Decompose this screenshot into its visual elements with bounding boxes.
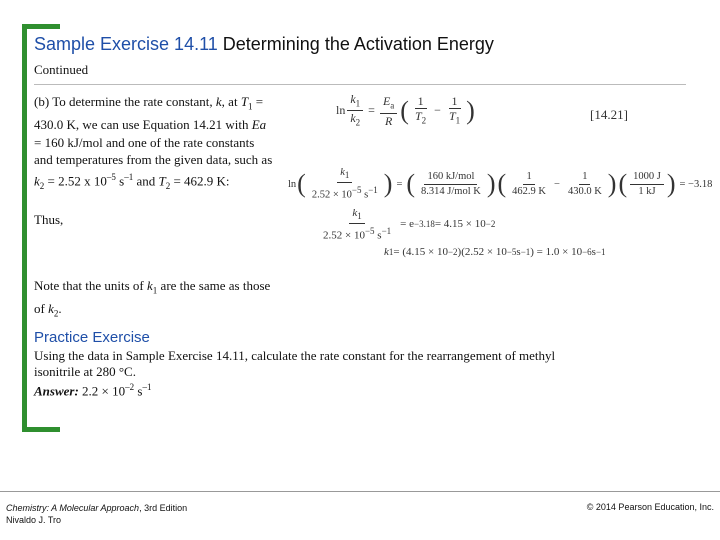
part-b-text [34,93,274,195]
practice-answer [34,382,151,399]
eq3-rhs-exp: −3.18 [414,219,435,230]
continued-label: Continued [34,62,89,77]
eq2-inv-t-a [509,170,549,199]
answer-label: Answer: [34,383,79,399]
equation-result [384,246,606,258]
eq1-one-a: 1 [415,94,427,109]
left-bracket-top [22,24,60,29]
part-b-text7: and [133,172,159,188]
left-bracket-bottom [22,427,60,432]
eq2-ea: 160 kJ/mol [424,170,477,185]
eq2-paren4-close: ) [666,169,676,199]
eq3-den-unit-exp: −1 [381,226,392,237]
eq4-k1: k [384,246,389,258]
eq2-paren2-open: ( [406,169,416,199]
equation-14-21 [336,92,476,130]
part-b-label: (b) [34,94,50,109]
eq2-one-b: 1 [579,170,590,185]
eq1-t1-sub: 1 [455,115,461,126]
eq1-k1: k [350,92,356,106]
eq1-k1-sub: 1 [355,98,361,109]
eq3-den-exp: −5 [364,226,375,237]
eq4-exp5: −1 [595,247,606,257]
part-b-text1: To determine the rate constant, [52,94,216,109]
eq1-ln: ln [336,103,346,118]
part-b-text4: = 160 kJ/mol and one of the rate constants and temperatures from the given data, such as [34,134,273,168]
eq2-inv-t-b [565,170,605,199]
eq4-rhs2: )(2.52 × 10 [457,246,507,258]
eq4-rhs1: = (4.15 × 10 [393,246,448,258]
part-b-text5: = 2.52 x 10 [44,172,107,188]
eq1-k-ratio [347,92,363,130]
left-bracket-bar [22,24,27,432]
eq2-t-a: 462.9 K [512,185,547,197]
eq3-den: 2.52 × 10 [323,229,365,242]
eq2-den: 2.52 × 10 [311,189,352,201]
eq1-one-b: 1 [449,94,461,109]
part-b-t2-sub: 2 [165,180,171,191]
eq1-ea: E [382,94,391,109]
eq2-equals: = [396,178,403,190]
thus-label: Thus, [34,212,64,227]
eq1-inv-t2 [412,94,429,127]
note-k2: k [48,301,54,317]
eq4-rhs4: ) = 1.0 × 10 [530,246,583,258]
eq1-paren-open: ( [400,95,409,125]
part-b-k: k [215,94,222,109]
eq2-ea-over-r [418,170,484,199]
eq2-k1-sub: 1 [344,170,350,181]
part-b-t1-sub: 1 [248,101,253,112]
note-text2: are the same as those of [34,278,271,317]
eq3-rhs2: = 4.15 × 10 [434,218,486,231]
footer-author: Nivaldo J. Tro [6,515,62,525]
eq2-unit-conversion [630,170,664,199]
eq4-rhs5: s [591,246,596,258]
equation-reference: [14.21] [590,107,628,122]
eq3-rhs1: = e [400,218,414,231]
eq1-ea-sub: a [390,100,395,111]
practice-exercise-heading: Practice Exercise [34,329,150,346]
eq2-paren4-open: ( [618,169,628,199]
part-b-text6: s [115,172,125,188]
eq1-equals: = [368,103,375,118]
equation-exponential [318,206,495,243]
eq3-den-unit: s [374,229,382,242]
note-k2-sub: 2 [53,308,59,319]
eq2-den-exp: −5 [351,185,362,196]
slide-title [34,34,494,55]
footer-book-info [6,502,187,526]
eq2-minus: − [554,178,560,190]
eq1-ea-over-r [380,94,397,127]
eq3-rhs2-exp: −2 [485,219,496,230]
footer-copyright: © 2014 Pearson Education, Inc. [586,502,714,512]
eq2-k1: k [340,167,345,178]
eq1-t1: T [448,109,456,124]
note-k1-sub: 1 [152,285,158,296]
eq2-paren1-open: ( [297,169,306,199]
footer-divider [0,491,720,492]
part-b-t1: T [240,94,249,109]
equation-substituted [288,166,715,203]
title-rest: Determining the Activation Energy [222,34,494,54]
eq2-conv-den: 1 kJ [638,185,656,197]
part-b-text2: , at [221,94,238,109]
practice-exercise-text: Using the data in Sample Exercise 14.11, calculate the rate constant for the rearrangement of methyl isonitrile at 280 °C. [34,348,556,379]
note-text1: Note that the units of [34,278,148,293]
eq3-k1: k [352,207,358,219]
eq1-t2-sub: 2 [421,115,427,126]
footer-book-edition: , 3rd Edition [139,503,188,513]
eq4-exp1: −2 [447,247,458,257]
part-b-text3: = 430.0 K, we can use Equation 14.21 with [34,94,264,133]
note-text3: . [58,301,62,317]
part-b-k2-sub: 2 [39,180,45,191]
answer-unit-exp: –1 [142,382,152,392]
answer-value: 2.2 × 10 [78,383,126,399]
eq2-result: = −3.18 [679,178,713,190]
part-b-s-exp: –1 [124,171,134,182]
eq1-r: R [384,113,393,128]
eq2-paren1-close: ) [383,169,393,199]
header-divider [34,84,686,85]
eq1-paren-close: ) [466,95,475,125]
answer-unit: s [134,383,143,399]
title-lead: Sample Exercise 14.11 [34,34,218,54]
eq3-k-ratio [320,206,394,243]
eq4-exp3: −1 [520,247,531,257]
eq4-rhs3: s [516,246,521,258]
eq2-ln: ln [288,178,297,190]
part-b-k2: k [34,172,40,188]
eq2-t-b: 430.0 K [567,185,602,197]
eq2-one-a: 1 [523,170,534,185]
footer-book-title: Chemistry: A Molecular Approach [6,503,140,513]
eq3-k1-sub: 1 [357,211,362,222]
eq2-k-ratio [309,166,381,203]
part-b-k2-exp: –5 [106,171,116,182]
eq2-den-unit-exp: −1 [368,185,378,196]
eq2-paren2-close: ) [486,169,496,199]
eq1-inv-t1 [446,94,463,127]
eq2-paren3-open: ( [497,169,507,199]
part-b-ea: Ea [251,117,267,133]
eq2-den-unit: s [361,189,369,201]
eq4-exp4: −6 [582,247,592,257]
eq4-exp2: −5 [506,247,517,257]
answer-exp: –2 [125,382,135,392]
eq1-t2: T [414,109,422,124]
eq2-paren3-close: ) [607,169,617,199]
eq2-r: 8.314 J/mol K [421,185,481,197]
eq2-conv-num: 1000 J [630,170,664,185]
units-note [34,277,274,323]
note-k1: k [147,278,153,293]
eq4-k1-sub: 1 [388,247,394,257]
eq1-minus: − [434,103,441,118]
part-b-text8: = 462.9 K: [170,172,230,188]
eq1-k2: k [350,111,356,126]
part-b-t2: T [158,172,166,188]
eq1-k2-sub: 2 [355,117,361,128]
